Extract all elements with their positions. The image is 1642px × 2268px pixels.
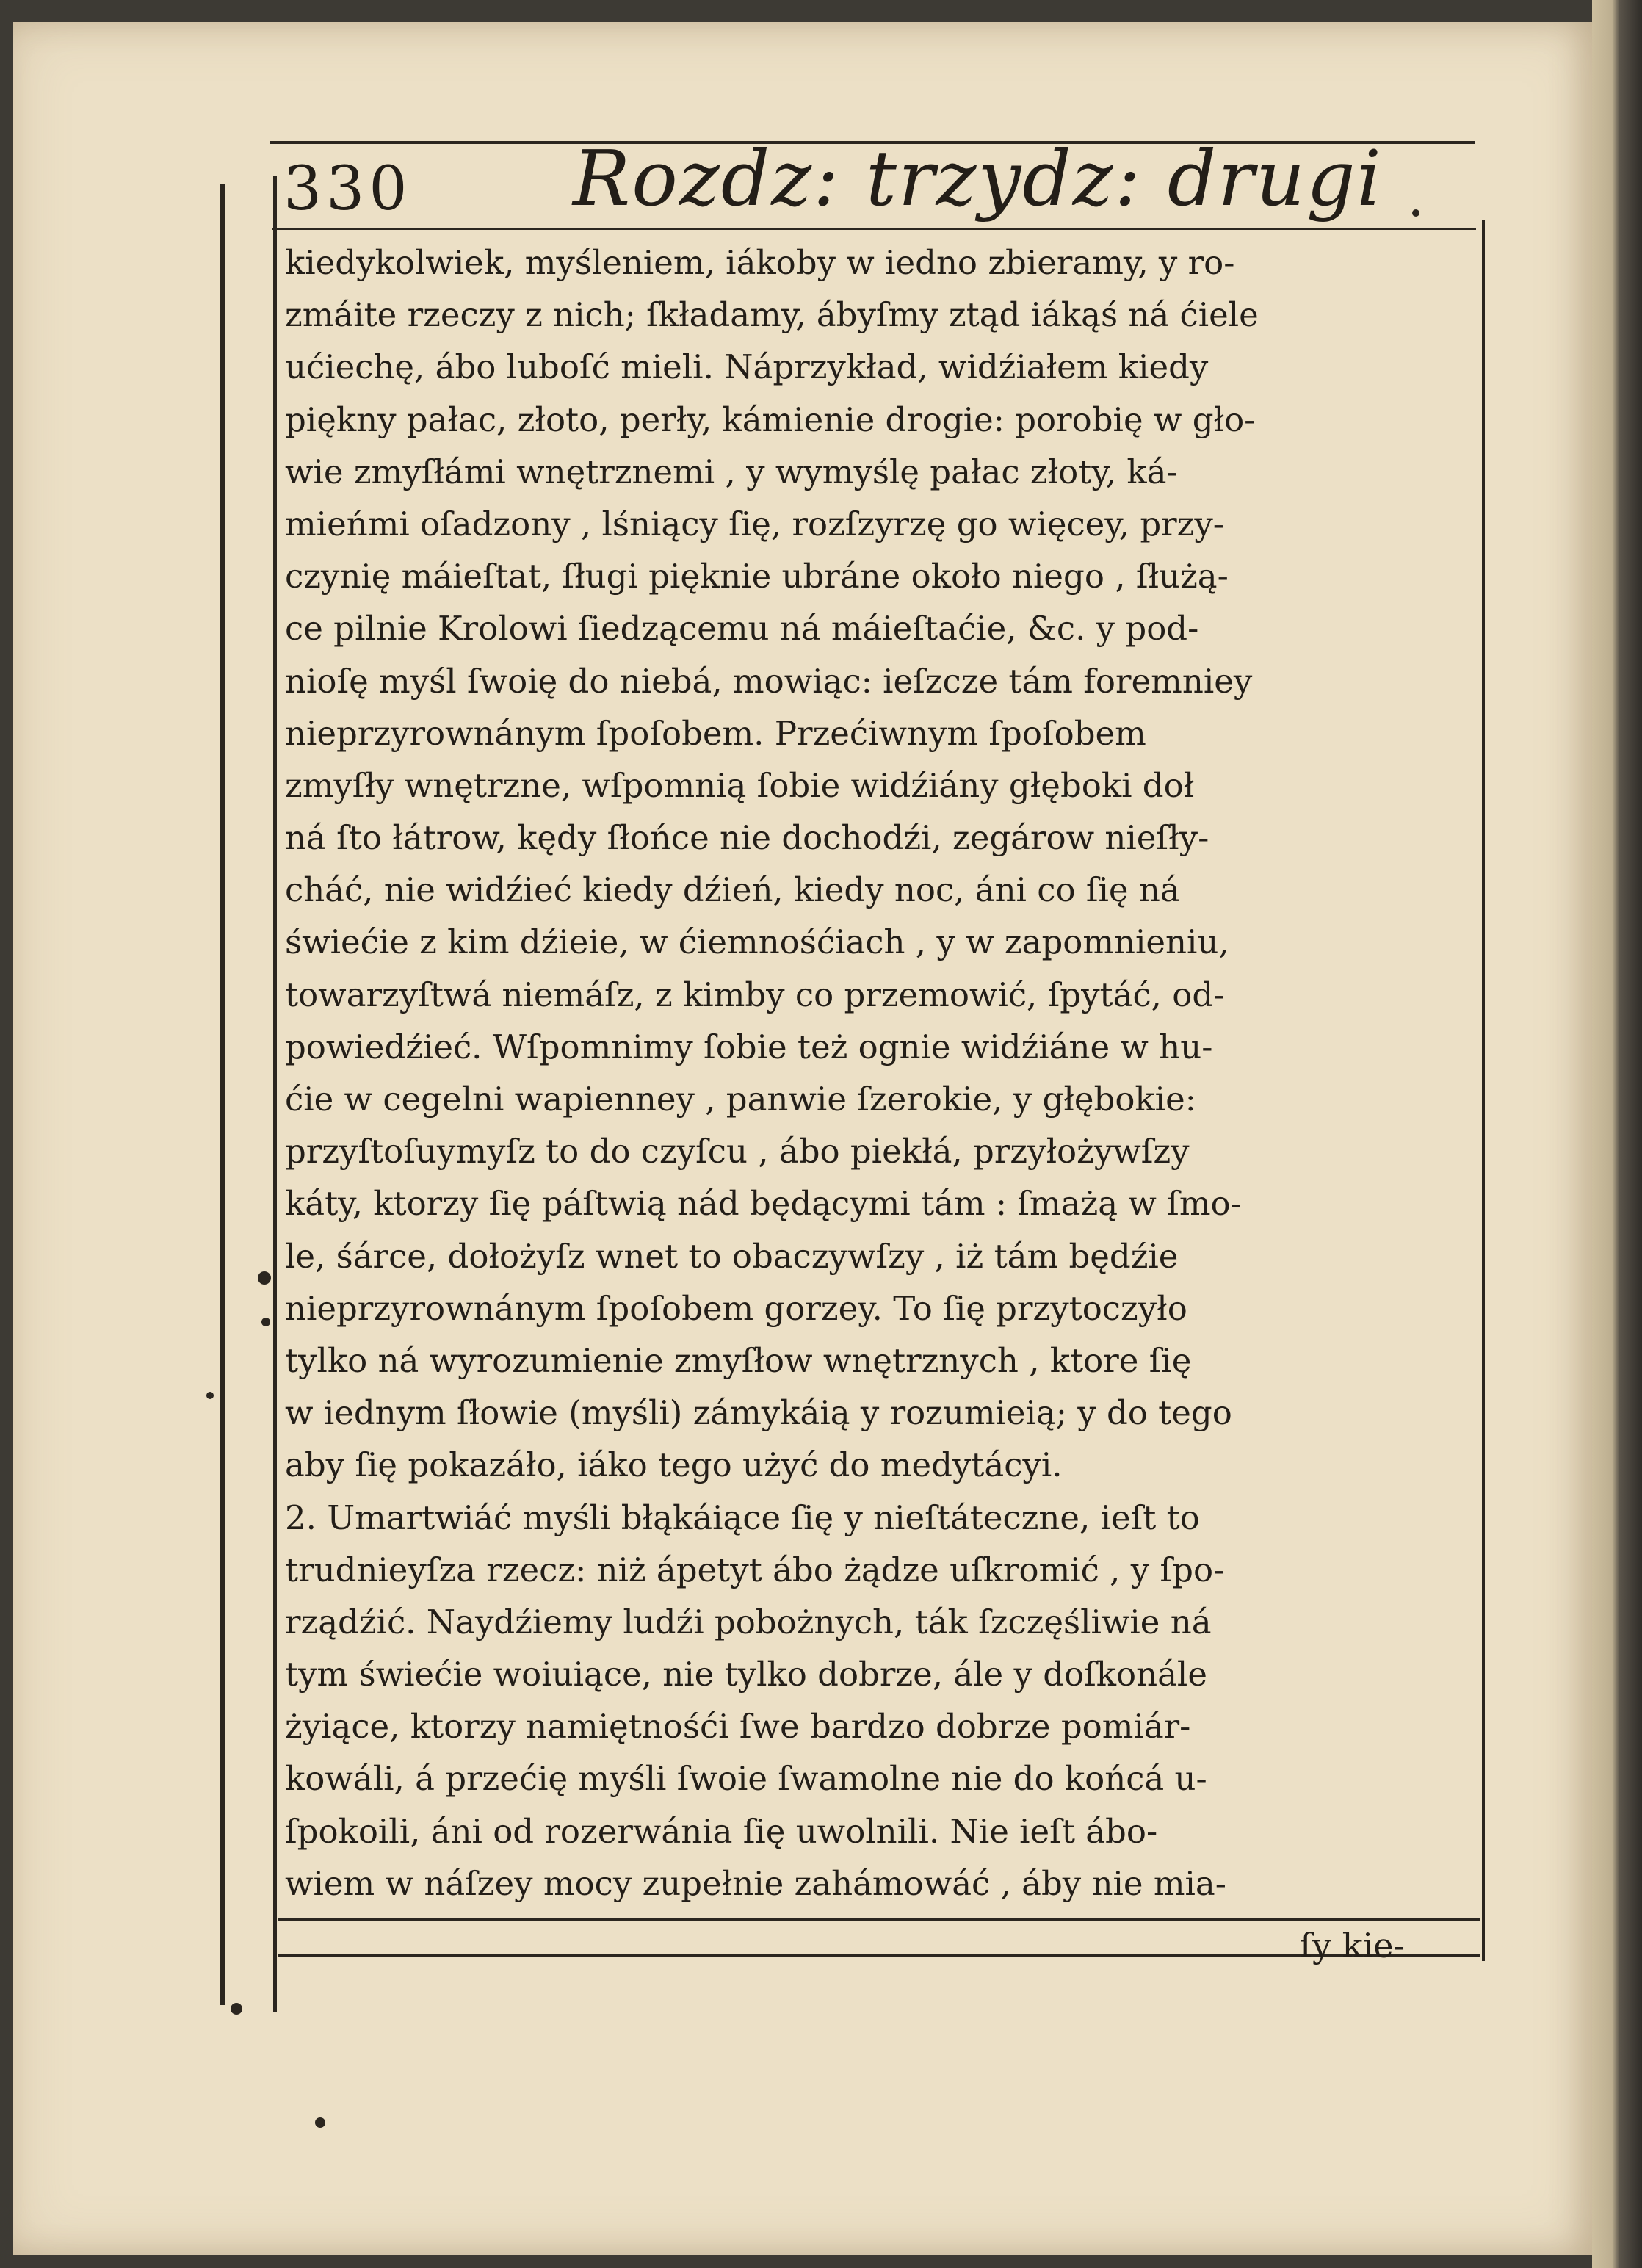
- text-line: le, śárce, dołożyſz wnet to obaczywſzy , iż tám będźie: [285, 1236, 1179, 1276]
- text-line: mieńmi oſadzony , lśniący ſię, rozſzyrzę go więcey, przy-: [285, 504, 1224, 543]
- text-line: świećie z kim dźieie, w ćiemnośćiach , y w zapomnieniu,: [285, 922, 1229, 962]
- text-line: trudnieyſza rzecz: niż ápetyt ábo żądze uſkromić , y ſpo-: [285, 1550, 1225, 1589]
- text-line: powiedźieć. Wſpomnimy ſobie też ognie widźiáne w hu-: [285, 1027, 1213, 1066]
- text-line: kowáli, á przećię myśli ſwoie ſwamolne nie do końcá u-: [285, 1759, 1207, 1799]
- text-line: cháć, nie widźieć kiedy dźień, kiedy noc, áni co ſię ná: [285, 870, 1180, 910]
- text-line: wie zmyſłámi wnętrznemi , y wymyślę pałac złoty, ká-: [285, 452, 1178, 491]
- left-outer-border: [220, 184, 225, 2005]
- text-line: wiem w náſzey mocy zupełnie zahámowáć , áby nie mia-: [285, 1863, 1226, 1903]
- catchword: ſy kie-: [1300, 1926, 1405, 1965]
- text-line: czynię máieſtat, ſługi pięknie ubráne około niego , ſłużą-: [285, 557, 1229, 596]
- running-head: Rozdz: trzydz: drugi: [573, 134, 1383, 223]
- text-line: ná ſto łátrow, kędy ſłońce nie dochodźi, zegárow nieſły-: [285, 818, 1209, 858]
- text-line: zmyſły wnętrzne, wſpomnią ſobie widźiány głęboki doł: [285, 765, 1195, 805]
- text-line: kiedykolwiek, myśleniem, iákoby w iedno zbieramy, y ro-: [285, 243, 1235, 282]
- text-line: ſpokoili, áni od rozerwánia ſię uwolnili. Nie ieſt ábo-: [285, 1811, 1158, 1851]
- text-line: 2. Umartwiáć myśli błąkáiące ſię y nieſtáteczne, ieſt to: [285, 1498, 1200, 1537]
- text-line: nieprzyrownánym ſpoſobem gorzey. To ſię przytoczyło: [285, 1288, 1187, 1328]
- text-line: aby ſię pokazáło, iáko tego użyć do medytácyi.: [285, 1445, 1063, 1485]
- text-line: ućiechę, ábo luboſć mieli. Náprzykład, widźiałem kiedy: [285, 347, 1209, 387]
- text-line: w iednym ſłowie (myśli) zámykáią y rozumieią; y do tego: [285, 1393, 1232, 1433]
- text-line: tylko ná wyrozumienie zmyſłow wnętrznych , ktore ſię: [285, 1340, 1192, 1380]
- right-border: [1482, 220, 1485, 1961]
- text-line: nioſę myśl ſwoię do niebá, mowiąc: ieſzcze tám foremniey: [285, 661, 1253, 701]
- body-text: [285, 236, 1476, 1910]
- text-line: tym świećie woiuiące, nie tylko dobrze, ále y doſkonále: [285, 1655, 1207, 1694]
- text-line: nieprzyrownánym ſpoſobem. Przećiwnym ſpoſobem: [285, 713, 1146, 753]
- book-spine-edge: [1592, 0, 1642, 2268]
- left-inner-border: [273, 176, 277, 2012]
- header-rule: [272, 228, 1476, 230]
- text-line: żyiące, ktorzy namiętnośći ſwe bardzo dobrze pomiár-: [285, 1707, 1191, 1747]
- text-line: piękny pałac, złoto, perły, kámienie drogie: porobię w gło-: [285, 400, 1256, 439]
- page-number: 330: [283, 154, 412, 224]
- text-line: ce pilnie Krolowi ſiedzącemu ná máieſtaćie, &c. y pod-: [285, 609, 1199, 649]
- text-line: towarzyſtwá niemáſz, z kimby co przemowić, ſpytáć, od-: [285, 975, 1225, 1014]
- text-line: káty, ktorzy ſię páſtwią nád będącymi tám : ſmażą w ſmo-: [285, 1184, 1242, 1224]
- text-line: zmáite rzeczy z nich; ſkładamy, ábyſmy ztąd iákąś ná ćiele: [285, 295, 1259, 335]
- bottom-rule-thin: [278, 1918, 1480, 1921]
- text-line: rządźić. Naydźiemy ludźi pobożnych, ták ſzczęśliwie ná: [285, 1602, 1212, 1642]
- text-line: przyſtoſuymyſz to do czyſcu , ábo piekłá, przyłożywſzy: [285, 1132, 1190, 1171]
- text-line: ćie w cegelni wapienney , panwie ſzerokie, y głębokie:: [285, 1080, 1196, 1119]
